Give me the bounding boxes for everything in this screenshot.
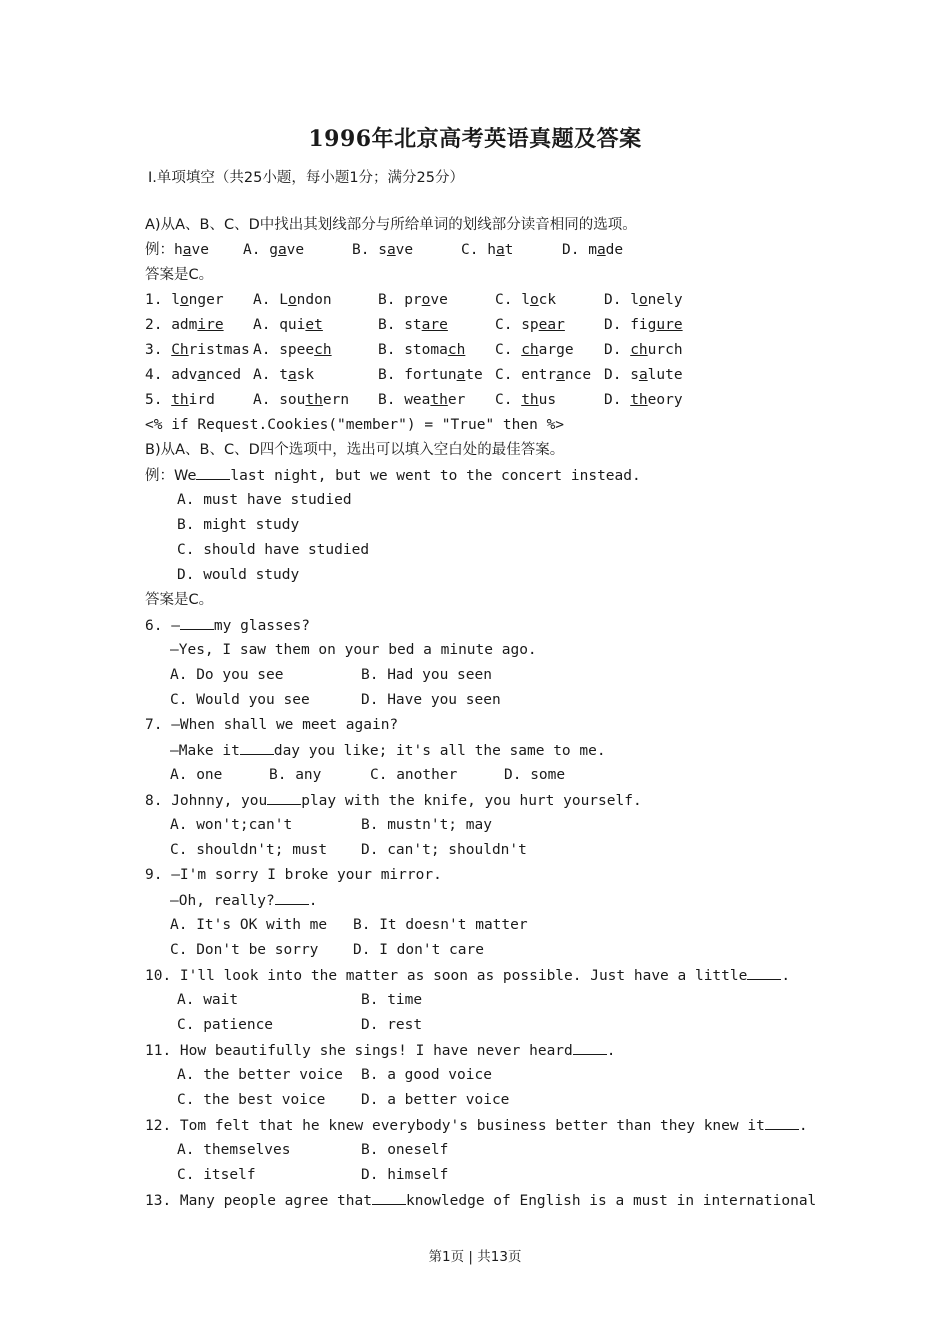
question-option-c: C. thus (495, 392, 557, 408)
question-option-b: B. stomach (378, 342, 466, 358)
question-8-option-b: B. mustn't; may (361, 817, 492, 833)
part-a-example-answer: 答案是C。 (145, 267, 214, 283)
question-word: 1. longer (145, 292, 224, 308)
example-option-a: A. gave (243, 242, 305, 258)
example-option-d: D. made (562, 242, 624, 258)
question-11-option-b: B. a good voice (361, 1067, 492, 1083)
question-8-option-c: C. shouldn't; must (170, 842, 328, 858)
question-option-c: C. charge (495, 342, 574, 358)
question-option-d: D. figure (604, 317, 683, 333)
part-b-example-option: D. would study (177, 567, 300, 583)
question-9-option-d: D. I don't care (353, 942, 484, 958)
question-option-a: A. London (253, 292, 332, 308)
question-option-c: C. spear (495, 317, 565, 333)
question-12: 12. Tom felt that he knew everybody's business better than they knew it . (145, 1115, 808, 1136)
part-b-example-option: B. might study (177, 517, 300, 533)
part-b-example-question: 例：We last night, but we went to the concert instead. (145, 465, 641, 486)
question-option-a: A. southern (253, 392, 350, 408)
question-option-d: D. lonely (604, 292, 683, 308)
question-10-option-c: C. patience (177, 1017, 274, 1033)
example-word: 例：have (145, 242, 209, 258)
question-6-option-b: B. Had you seen (361, 667, 492, 683)
example-option-c: C. hat (461, 242, 514, 258)
example-option-b: B. save (352, 242, 414, 258)
part-b-example-option: C. should have studied (177, 542, 370, 558)
question-11-option-a: A. the better voice (177, 1067, 343, 1083)
part-b-example-option: A. must have studied (177, 492, 352, 508)
code-line: <% if Request.Cookies("member") = "True" then %> (145, 417, 565, 433)
question-6: 6. — my glasses? (145, 615, 310, 636)
question-12-option-a: A. themselves (177, 1142, 291, 1158)
question-option-b: B. weather (378, 392, 466, 408)
question-6-option-c: C. Would you see (170, 692, 310, 708)
section-heading: Ⅰ.单项填空（共25小题，每小题1分；满分25分） (148, 170, 465, 186)
question-option-d: D. salute (604, 367, 683, 383)
question-option-a: A. speech (253, 342, 332, 358)
question-11-option-c: C. the best voice (177, 1092, 326, 1108)
question-option-c: C. entrance (495, 367, 592, 383)
question-12-option-d: D. himself (361, 1167, 449, 1183)
question-9: 9. —I'm sorry I broke your mirror. (145, 867, 442, 883)
question-word: 5. third (145, 392, 215, 408)
question-7-option-d: D. some (504, 767, 566, 783)
question-9-option-a: A. It's OK with me (170, 917, 328, 933)
question-11: 11. How beautifully she sings! I have never heard . (145, 1040, 616, 1061)
question-7-option-c: C. another (370, 767, 458, 783)
question-12-option-c: C. itself (177, 1167, 256, 1183)
question-8: 8. Johnny, you play with the knife, you hurt yourself. (145, 790, 642, 811)
page-footer: 第1页 | 共13页 (428, 1249, 522, 1265)
part-b-instruction: B)从A、B、C、D四个选项中，选出可以填入空白处的最佳答案。 (145, 442, 565, 458)
question-6-line: —Yes, I saw them on your bed a minute ago. (170, 642, 537, 658)
part-a-instruction: A)从A、B、C、D中找出其划线部分与所给单词的划线部分读音相同的选项。 (145, 217, 637, 233)
question-12-option-b: B. oneself (361, 1142, 449, 1158)
document-title: 1996年北京高考英语真题及答案 (308, 126, 642, 152)
question-option-d: D. theory (604, 392, 683, 408)
question-option-a: A. quiet (253, 317, 323, 333)
question-7-line: —Make it day you like; it's all the same to me. (170, 740, 606, 761)
question-7-option-b: B. any (269, 767, 322, 783)
question-option-b: B. stare (378, 317, 448, 333)
question-9-line: —Oh, really? . (170, 890, 318, 911)
question-10-option-a: A. wait (177, 992, 239, 1008)
question-13: 13. Many people agree that knowledge of English is a must in international (145, 1190, 816, 1211)
question-word: 2. admire (145, 317, 224, 333)
question-option-c: C. lock (495, 292, 557, 308)
question-10: 10. I'll look into the matter as soon as possible. Just have a little . (145, 965, 790, 986)
question-10-option-b: B. time (361, 992, 423, 1008)
question-word: 3. Christmas (145, 342, 250, 358)
question-8-option-d: D. can't; shouldn't (361, 842, 527, 858)
question-7-option-a: A. one (170, 767, 223, 783)
question-8-option-a: A. won't;can't (170, 817, 293, 833)
question-7: 7. —When shall we meet again? (145, 717, 399, 733)
question-6-option-d: D. Have you seen (361, 692, 501, 708)
part-b-example-answer: 答案是C。 (145, 592, 214, 608)
question-11-option-d: D. a better voice (361, 1092, 510, 1108)
question-option-b: B. fortunate (378, 367, 483, 383)
question-option-a: A. task (253, 367, 315, 383)
question-6-option-a: A. Do you see (170, 667, 284, 683)
question-10-option-d: D. rest (361, 1017, 423, 1033)
question-9-option-c: C. Don't be sorry (170, 942, 319, 958)
question-9-option-b: B. It doesn't matter (353, 917, 528, 933)
question-option-d: D. church (604, 342, 683, 358)
question-option-b: B. prove (378, 292, 448, 308)
question-word: 4. advanced (145, 367, 242, 383)
